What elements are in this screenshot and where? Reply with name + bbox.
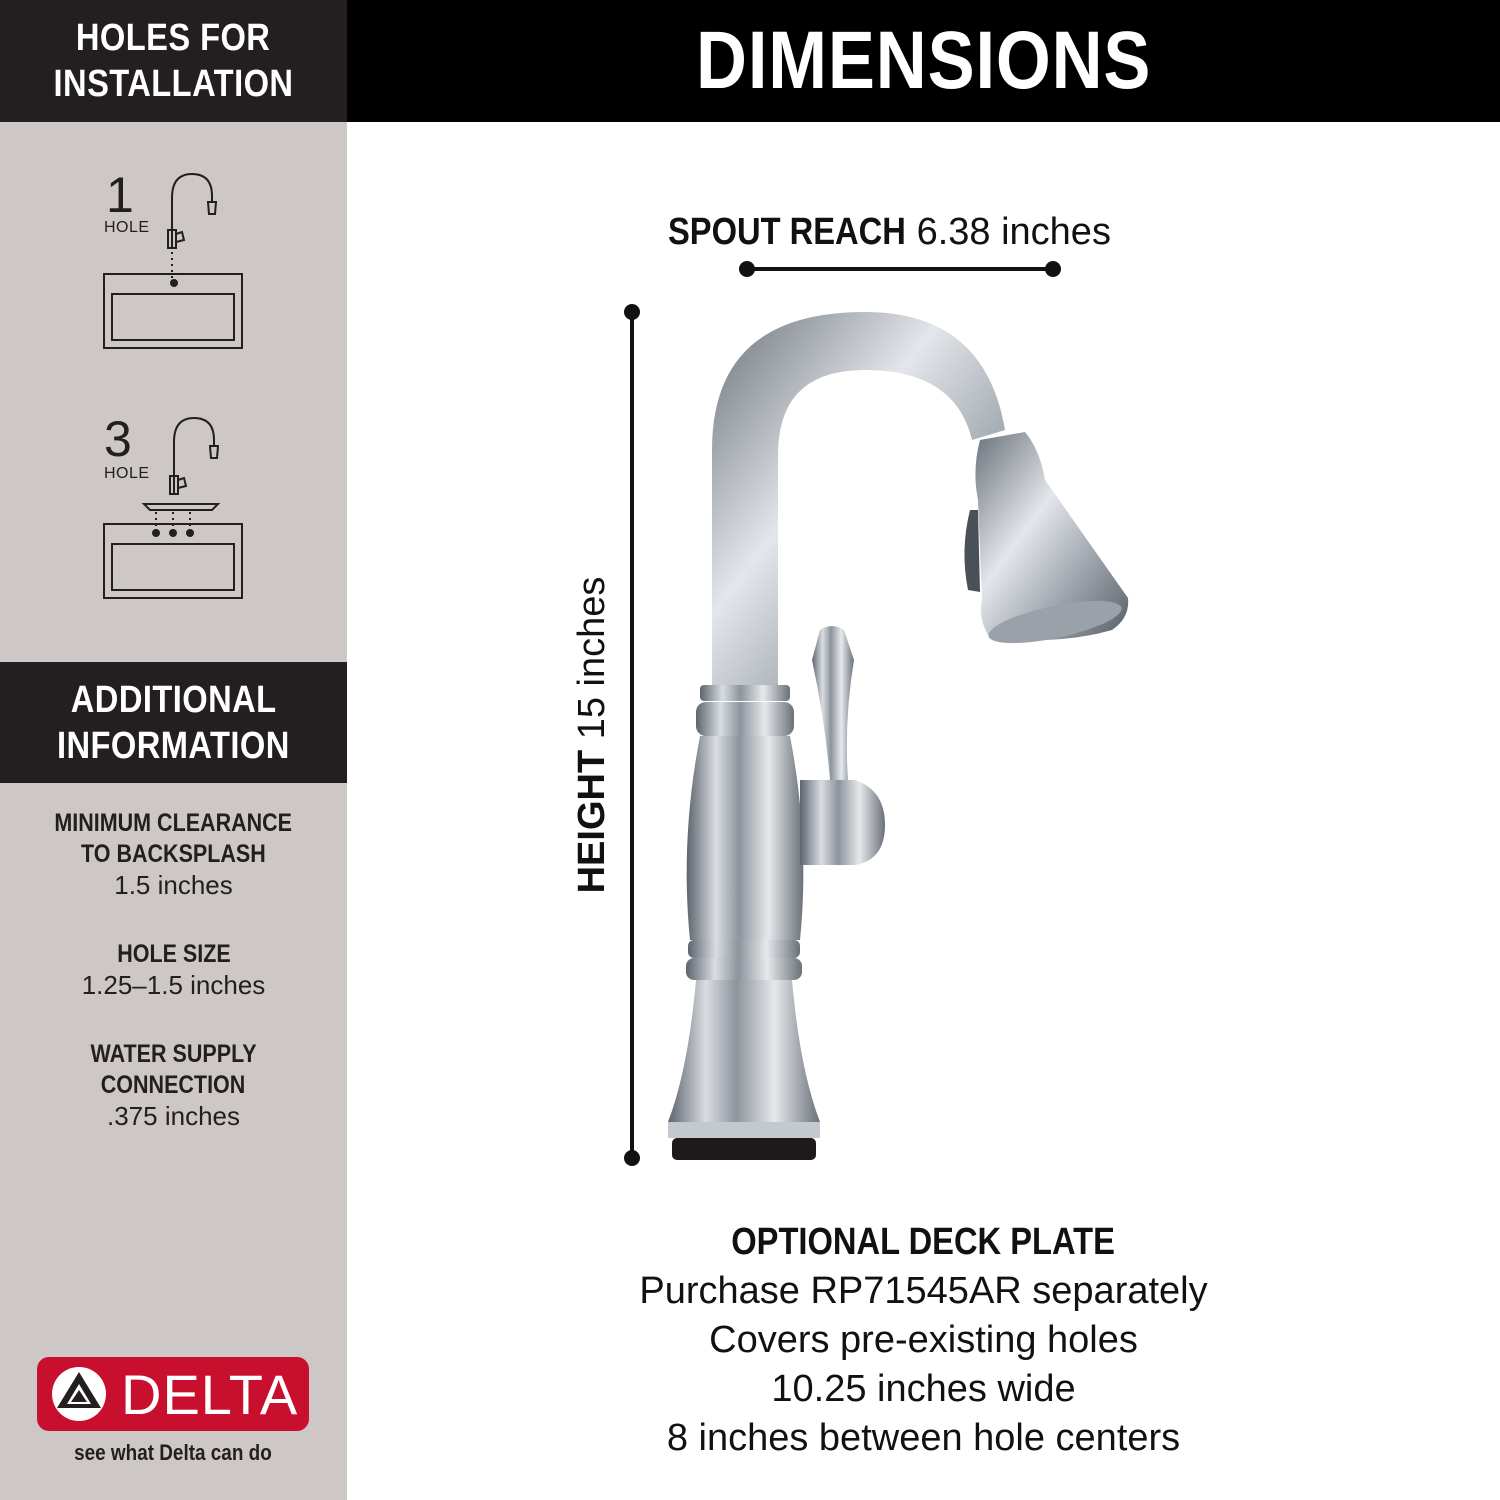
height-value: 15 inches (571, 576, 613, 740)
deck-plate-line: Covers pre-existing holes (709, 1319, 1138, 1361)
deck-plate-line: Purchase RP71545AR separately (639, 1270, 1208, 1312)
faucet-image (660, 300, 1140, 1170)
additional-info-header (0, 662, 347, 783)
delta-tagline (37, 1440, 309, 1466)
spout-reach-dimension-line (736, 258, 1064, 280)
spout-reach-label: SPOUT REACH (668, 211, 906, 253)
deck-plate-line: 10.25 inches wide (771, 1368, 1076, 1410)
additional-header-line-1: ADDITIONAL (70, 678, 277, 721)
deck-plate-info (347, 1218, 1500, 1463)
info-value: 1.25–1.5 inches (81, 970, 266, 1000)
holes-header-line-1: HOLES FOR (76, 17, 271, 59)
deck-plate-line: 8 inches between hole centers (666, 1417, 1181, 1459)
info-hole-size (0, 939, 347, 1001)
page-title: DIMENSIONS (695, 15, 1152, 106)
one-hole-number: 1 (106, 167, 134, 223)
dimensions-header (347, 0, 1500, 122)
info-label-line: TO BACKSPLASH (81, 840, 266, 868)
single-hole-faucet-icon (100, 168, 250, 353)
info-label-line: CONNECTION (101, 1071, 246, 1099)
deck-plate-title: OPTIONAL DECK PLATE (731, 1221, 1116, 1263)
three-hole-number: 3 (104, 411, 132, 467)
info-label-line: MINIMUM CLEARANCE (54, 809, 293, 837)
spout-reach-text (668, 211, 1111, 254)
three-hole-label: HOLE (104, 465, 150, 482)
one-hole-label: HOLE (104, 219, 150, 236)
info-label-line: WATER SUPPLY (90, 1040, 257, 1068)
spout-reach-value: 6.38 inches (916, 211, 1111, 253)
three-hole-faucet-icon (100, 412, 250, 602)
delta-logo (37, 1357, 309, 1431)
info-water-supply (0, 1039, 347, 1132)
info-min-clearance (0, 808, 347, 901)
info-value: .375 inches (107, 1101, 240, 1131)
additional-header-line-2: INFORMATION (57, 724, 290, 767)
info-label-line: HOLE SIZE (116, 940, 231, 968)
tagline-text: see what Delta can do (74, 1440, 272, 1465)
holes-header (0, 0, 347, 122)
delta-triangle-icon (47, 1364, 117, 1424)
holes-header-line-2: INSTALLATION (53, 63, 294, 105)
height-label: HEIGHT (571, 749, 613, 894)
height-dimension-line (620, 302, 644, 1168)
info-value: 1.5 inches (114, 870, 233, 900)
delta-logo-text: DELTA (121, 1362, 299, 1426)
height-text (571, 525, 621, 945)
